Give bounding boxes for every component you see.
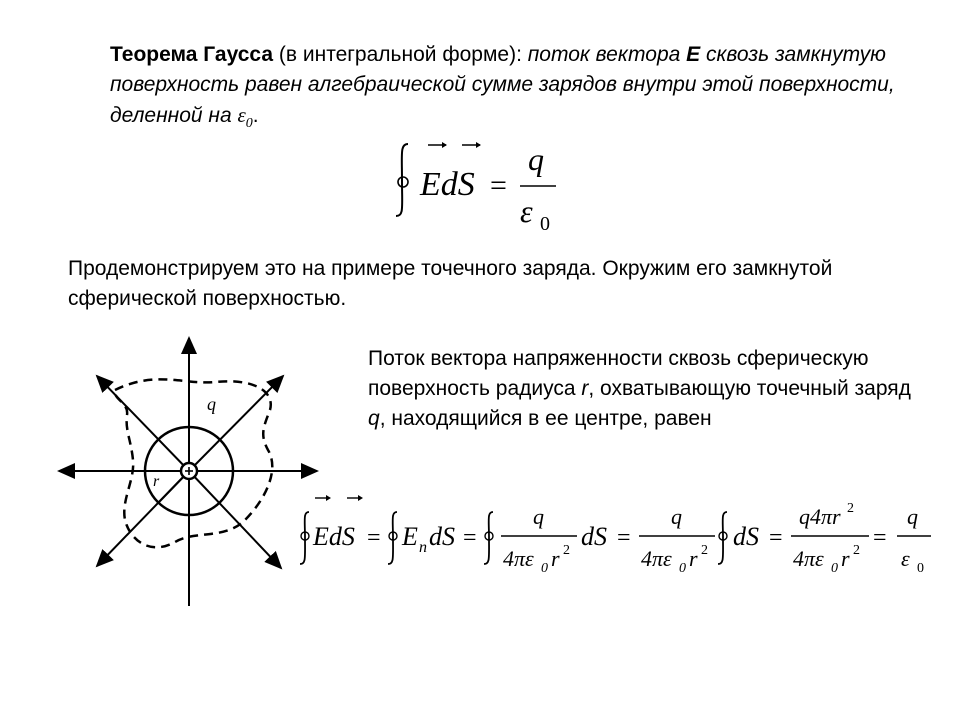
flux-eq-3: = — [617, 525, 631, 551]
flux-text-2: , охватывающую точечный заряд — [588, 377, 911, 400]
intro-paragraph: Продемонстрируем это на примере точечного заряда. Окружим его замкнутой сферической поверхностью. — [68, 257, 833, 310]
theorem-statement-part1: поток вектора — [527, 43, 687, 66]
flux-term-1: EdS — [313, 522, 355, 551]
theorem-statement — [110, 40, 910, 139]
flux-frac3-den-sub: 0 — [831, 561, 838, 576]
flux-frac2-den-sub: 0 — [679, 561, 686, 576]
radius-label: r — [153, 473, 160, 490]
theorem-paren: (в интегральной форме): — [273, 43, 528, 66]
flux-frac1-num: q — [533, 504, 544, 529]
flux-frac4-den: ε — [901, 546, 910, 571]
flux-frac2-den-r: r — [689, 546, 698, 571]
flux-frac2-rest: dS — [733, 522, 759, 551]
flux-eq-1: = — [367, 525, 381, 551]
epsilon-symbol: ε — [237, 103, 246, 127]
flux-frac4-den-sub: 0 — [917, 561, 924, 576]
vector-arrow-head-s — [476, 142, 481, 148]
flux-text-1: Поток вектора напряженности сквозь сферическую поверхность радиуса — [368, 347, 869, 400]
flux-frac3-den-r: r — [841, 546, 850, 571]
field-line-up-left — [97, 376, 189, 471]
gauss-formula — [390, 130, 590, 240]
flux-term-2-rest: dS — [429, 522, 455, 551]
flux-frac1-rest: dS — [581, 522, 607, 551]
flux-paragraph — [368, 344, 928, 434]
flux-eq-2: = — [463, 525, 477, 551]
flux-frac3-num: q4πr — [799, 504, 841, 529]
flux-term-2: E — [402, 522, 418, 551]
theorem-statement-part2: сквозь замкнутую поверхность равен алгебраической сумме зарядов внутри этой поверхности, деленной на — [110, 43, 895, 127]
flux-text-3: , находящийся в ее центре, равен — [379, 407, 712, 430]
charge-label: q — [207, 394, 216, 414]
flux-eq-4: = — [769, 525, 783, 551]
flux-frac2-num: q — [671, 504, 682, 529]
flux-frac1-den-r: r — [551, 546, 560, 571]
flux-frac1-den: 4πε — [503, 546, 534, 571]
flux-eq-5: = — [873, 525, 887, 551]
point-charge-figure — [55, 330, 335, 610]
field-line-up-right — [189, 376, 283, 471]
field-line-down-right — [189, 471, 281, 568]
flux-term-2-sub: n — [419, 539, 427, 556]
flux-r: r — [581, 377, 589, 400]
theorem-title: Теорема Гаусса — [110, 43, 274, 66]
formula-denominator: ε — [520, 193, 533, 229]
epsilon-subscript: 0 — [245, 116, 253, 132]
vector-arrow-head-e — [442, 142, 447, 148]
flux-frac4-num: q — [907, 504, 918, 529]
theorem-end: . — [252, 104, 259, 127]
flux-frac3-num-exp: 2 — [847, 501, 854, 516]
flux-frac1-den-sub: 0 — [541, 561, 548, 576]
formula-equals: = — [490, 169, 507, 202]
flux-frac2-den-exp: 2 — [701, 543, 708, 558]
flux-frac3-den-exp: 2 — [853, 543, 860, 558]
flux-frac3-den: 4πε — [793, 546, 824, 571]
formula-denominator-sub: 0 — [540, 213, 550, 235]
flux-q: q — [368, 407, 380, 430]
flux-formula — [295, 490, 945, 590]
flux-frac2-den: 4πε — [641, 546, 672, 571]
vector-e-symbol: E — [686, 43, 701, 66]
formula-lhs: EdS — [420, 166, 475, 203]
flux-frac1-den-exp: 2 — [563, 543, 570, 558]
formula-numerator: q — [528, 141, 544, 177]
